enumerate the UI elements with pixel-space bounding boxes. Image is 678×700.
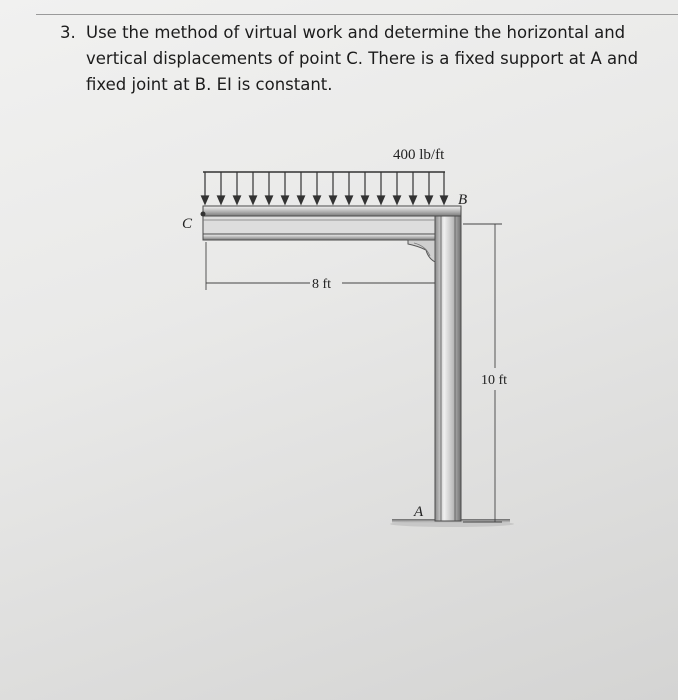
- span-label: 8 ft: [312, 277, 332, 292]
- column-ab: [435, 206, 461, 521]
- point-a-label: A: [414, 504, 424, 520]
- point-b-label: B: [458, 192, 468, 208]
- problem-number: 3.: [60, 23, 76, 42]
- point-c-label: C: [182, 216, 193, 232]
- beam-cb: [201, 206, 462, 240]
- joint-b-gusset: [408, 240, 435, 262]
- problem-text: Use the method of virtual work and determine the horizontal and vertical displacements of point C. There is a fixed support at A and fixed joint at B. EI is constant.: [86, 23, 639, 94]
- load-arrows: [202, 172, 448, 204]
- load-label: 400 lb/ft: [393, 147, 445, 163]
- distributed-load: [202, 172, 448, 204]
- height-label: 10 ft: [481, 373, 508, 388]
